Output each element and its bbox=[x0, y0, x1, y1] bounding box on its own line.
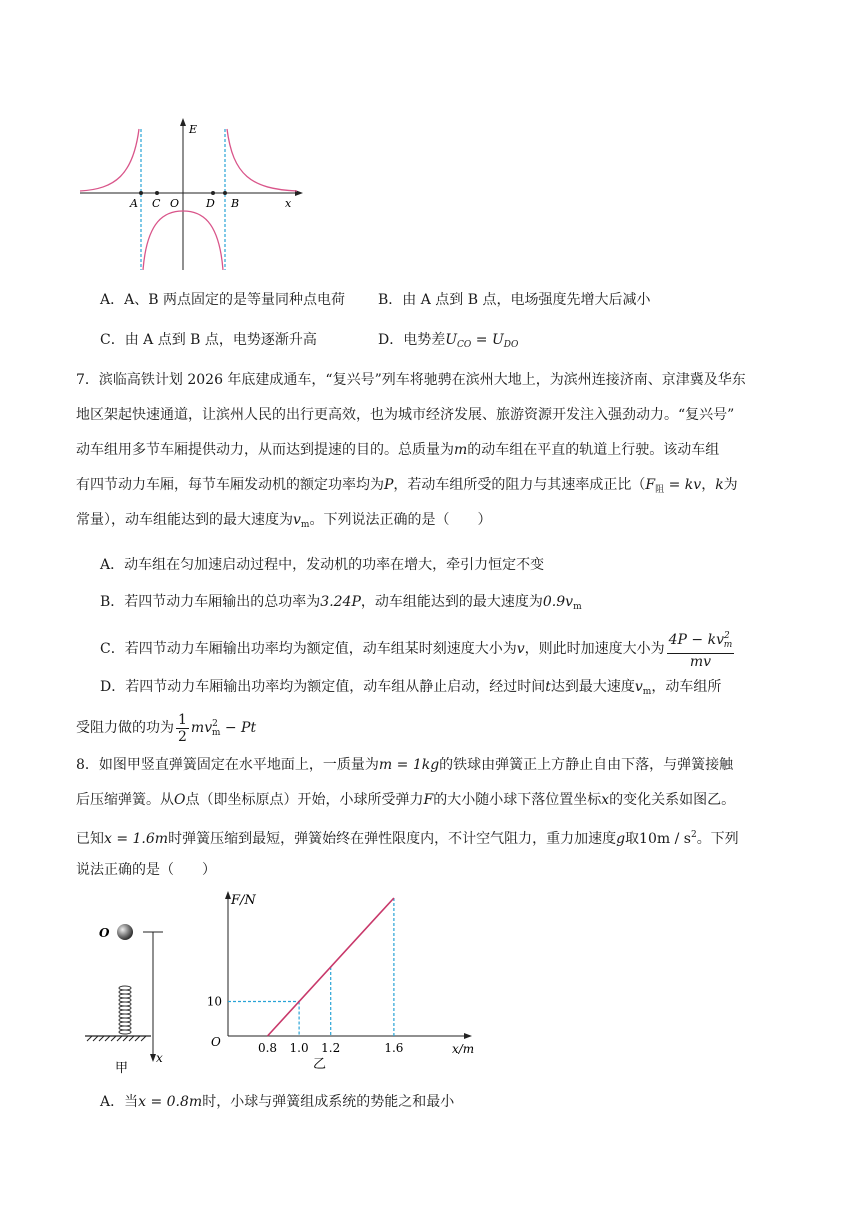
q8-stem-line-2: 后压缩弹簧。从O点（即坐标原点）开始，小球所受弹力F的大小随小球下落位置坐标x的变化关系如图乙。 bbox=[76, 792, 736, 808]
q7-option-d-fraction: $\frac{1}{2}$ bbox=[178, 711, 187, 745]
q6-option-b: B．由 A 点到 B 点，电场强度先增大后减小 bbox=[378, 292, 651, 308]
label-b: B bbox=[231, 197, 240, 210]
q8-stem-line-1: 8．如图甲竖直弹簧固定在水平地面上，一质量为m = 1kg的铁球由弹簧正上方静止自由下落，与弹簧接触 bbox=[76, 757, 734, 773]
q7-option-d-line-1: D．若四节动力车厢输出功率均为额定值，动车组从静止启动，经过时间t达到最大速度$v_m$，动车组所 bbox=[100, 679, 722, 697]
e-curve-right bbox=[227, 129, 297, 191]
q8-stem-line-3: 已知x = 1.6m时弹簧压缩到最短，弹簧始终在弹性限度内，不计空气阻力，重力加速度g取$10m / s^2$。下列 bbox=[76, 830, 739, 847]
label-c: C bbox=[152, 197, 161, 210]
spring-figure-caption: 甲 bbox=[115, 1061, 129, 1076]
label-a: A bbox=[130, 197, 138, 210]
q7-option-a: A．动车组在匀加速启动过程中，发动机的功率在增大，牵引力恒定不变 bbox=[100, 557, 545, 573]
q7-option-c: C．若四节动力车厢输出功率均为额定值，动车组某时刻速度大小为v，则此时加速度大小为 $\frac{4P - kv^2_m}{mv}$ bbox=[100, 628, 736, 670]
point-a bbox=[139, 191, 143, 195]
q7-stem-line-3: 动车组用多节车厢提供动力，从而达到提速的目的。总质量为m的动车组在平直的轨道上行驶。该动车组 bbox=[76, 442, 720, 458]
q8-stem-line-4: 说法正确的是（ ） bbox=[76, 862, 216, 878]
q6-option-c: C．由 A 点到 B 点，电势逐渐升高 bbox=[100, 332, 317, 348]
chart-x-label: x/m bbox=[452, 1042, 475, 1056]
force-line bbox=[268, 898, 394, 1036]
spring-figure-x-label: x bbox=[156, 1051, 163, 1065]
e-field-figure bbox=[75, 115, 315, 275]
q8-option-a: A．当x = 0.8m时，小球与弹簧组成系统的势能之和最小 bbox=[100, 1094, 455, 1110]
iron-ball bbox=[117, 924, 133, 940]
label-o: O bbox=[170, 197, 180, 210]
q7-option-c-fraction: $\frac{4P - kv^2_m}{mv}$ bbox=[667, 628, 735, 670]
q7-stem-line-4: 有四节动力车厢，每节车厢发动机的额定功率均为P，若动车组所受的阻力与其速率成正比（$F_阻$ = kv，k为 bbox=[76, 477, 738, 495]
q7-stem-line-1: 7．滨临高铁计划 2026 年底建成通车，“复兴号”列车将驰骋在滨州大地上，为滨州连接济南、京津冀及华东 bbox=[76, 372, 746, 388]
q7-option-d-line-2: 受阻力做的功为 $\frac{1}{2}$ $mv^2_m - Pt$ bbox=[76, 711, 257, 745]
label-d: D bbox=[206, 197, 215, 210]
e-axis-label: E bbox=[189, 123, 198, 136]
spring bbox=[119, 986, 131, 1034]
q7-stem-line-2: 地区架起快速通道，让滨州人民的出行更高效，也为城市经济发展、旅游资源开发注入强劲动力。“复兴号” bbox=[76, 407, 735, 423]
x-tick-label-0: 0.8 bbox=[257, 1041, 278, 1055]
chart-origin-label: O bbox=[211, 1035, 221, 1049]
y-tick-label-0: 10 bbox=[206, 994, 222, 1009]
chart-y-label: F/N bbox=[231, 893, 256, 908]
point-c bbox=[155, 191, 159, 195]
q6-option-d: D．电势差$U_{CO} = U_{DO}$ bbox=[378, 332, 519, 350]
q7-stem-line-5: 常量），动车组能达到的最大速度为$v_m$。下列说法正确的是（ ） bbox=[76, 512, 492, 530]
q6-option-a: A．A、B 两点固定的是等量同种点电荷 bbox=[100, 292, 345, 308]
spring-figure bbox=[85, 910, 195, 1080]
q7-option-b: B．若四节动力车厢输出的总功率为3.24P，动车组能达到的最大速度为$0.9v_m$ bbox=[100, 594, 582, 612]
force-position-chart bbox=[195, 888, 495, 1083]
x-tick-label-2: 1.2 bbox=[321, 1041, 341, 1055]
x-tick-label-1: 1.0 bbox=[289, 1041, 309, 1055]
x-axis-label: x bbox=[285, 197, 292, 210]
chart-caption: 乙 bbox=[313, 1057, 327, 1072]
ground-hatch bbox=[87, 1036, 146, 1041]
x-tick-label-3: 1.6 bbox=[384, 1041, 404, 1055]
point-d bbox=[211, 191, 215, 195]
chart-x-arrow bbox=[464, 1033, 472, 1039]
spring-figure-o-label: O bbox=[99, 926, 110, 940]
point-b bbox=[223, 191, 227, 195]
e-figure-y-arrow bbox=[180, 118, 186, 126]
e-curve-left bbox=[80, 129, 139, 191]
